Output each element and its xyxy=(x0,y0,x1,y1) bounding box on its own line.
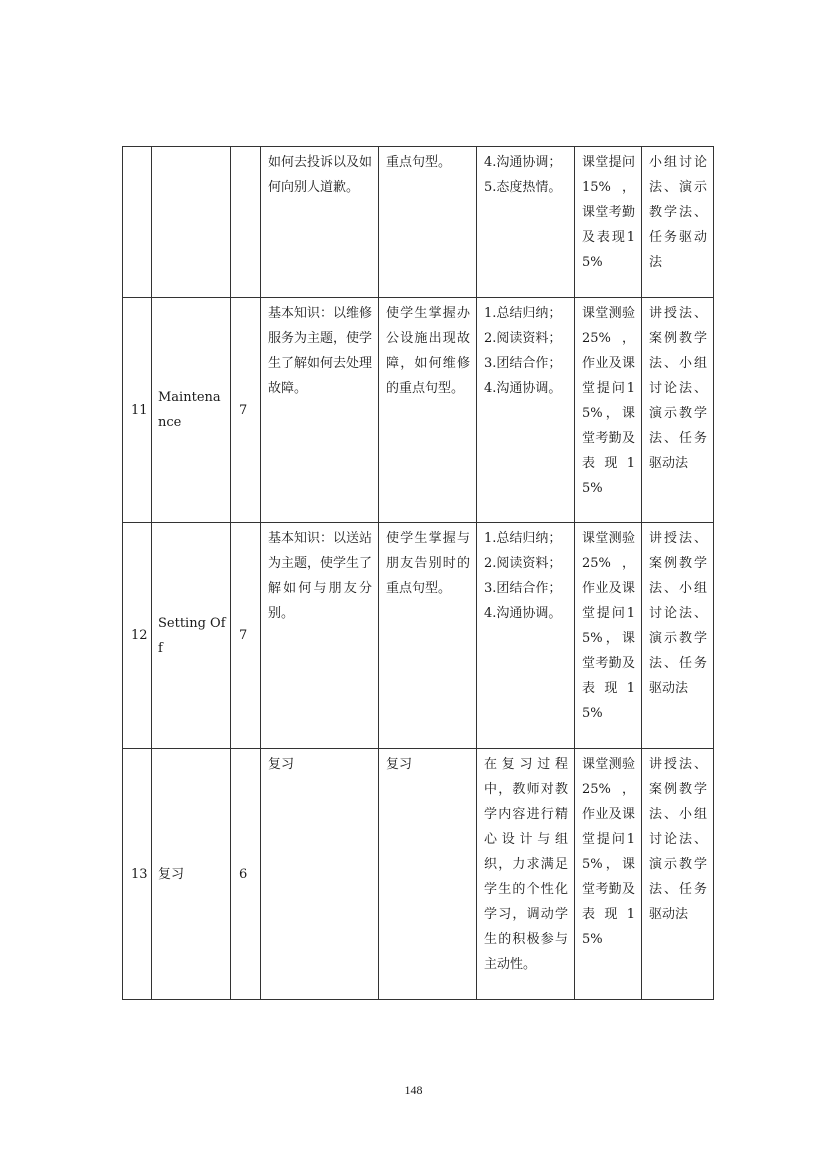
lesson-goal: 重点句型。 xyxy=(379,147,477,298)
table-row xyxy=(123,298,714,523)
table-row xyxy=(123,147,714,298)
lesson-goal: 使学生掌握办公设施出现故障，如何维修的重点句型。 xyxy=(379,298,477,523)
lesson-number: 13 xyxy=(123,749,152,1000)
lesson-content: 如何去投诉以及如何向别人道歉。 xyxy=(261,147,379,298)
lesson-title: 复习 xyxy=(152,749,231,1000)
table-row xyxy=(123,523,714,749)
lesson-number xyxy=(123,147,152,298)
lesson-method: 讲授法、案例教学法、小组讨论法、演示教学法、任务驱动法 xyxy=(642,523,714,749)
lesson-assessment: 课堂测验25%，作业及课堂提问15%，课堂考勤及表现15% xyxy=(575,749,642,1000)
lesson-number: 12 xyxy=(123,523,152,749)
lesson-title: Setting Off xyxy=(152,523,231,749)
lesson-assessment: 课堂测验25%，作业及课堂提问15%，课堂考勤及表现15% xyxy=(575,298,642,523)
lesson-ability: 1.总结归纳； 2.阅读资料； 3.团结合作； 4.沟通协调。 xyxy=(477,523,575,749)
lesson-hours: 7 xyxy=(231,298,261,523)
lesson-ability: 1.总结归纳； 2.阅读资料； 3.团结合作； 4.沟通协调。 xyxy=(477,298,575,523)
lesson-hours: 7 xyxy=(231,523,261,749)
lesson-number: 11 xyxy=(123,298,152,523)
lesson-assessment: 课堂提问15%，课堂考勤及表现15% xyxy=(575,147,642,298)
lesson-assessment: 课堂测验25%，作业及课堂提问15%，课堂考勤及表现15% xyxy=(575,523,642,749)
lesson-method: 讲授法、案例教学法、小组讨论法、演示教学法、任务驱动法 xyxy=(642,298,714,523)
page-number: 148 xyxy=(404,1083,423,1097)
lesson-hours xyxy=(231,147,261,298)
table-row xyxy=(123,749,714,1000)
course-schedule-table xyxy=(122,146,714,1000)
lesson-method: 讲授法、案例教学法、小组讨论法、演示教学法、任务驱动法 xyxy=(642,749,714,1000)
lesson-title: Maintenance xyxy=(152,298,231,523)
lesson-method: 小组讨论法、演示教学法、任务驱动法 xyxy=(642,147,714,298)
lesson-title xyxy=(152,147,231,298)
lesson-goal: 使学生掌握与朋友告别时的重点句型。 xyxy=(379,523,477,749)
lesson-hours: 6 xyxy=(231,749,261,1000)
lesson-content: 基本知识：以维修服务为主题，使学生了解如何去处理故障。 xyxy=(261,298,379,523)
lesson-content: 基本知识：以送站为主题，使学生了解如何与朋友分别。 xyxy=(261,523,379,749)
lesson-goal: 复习 xyxy=(379,749,477,1000)
lesson-ability: 在复习过程中，教师对教学内容进行精心设计与组织，力求满足学生的个性化学习，调动学生的积极参与主动性。 xyxy=(477,749,575,1000)
lesson-content: 复习 xyxy=(261,749,379,1000)
lesson-ability: 4.沟通协调； 5.态度热情。 xyxy=(477,147,575,298)
